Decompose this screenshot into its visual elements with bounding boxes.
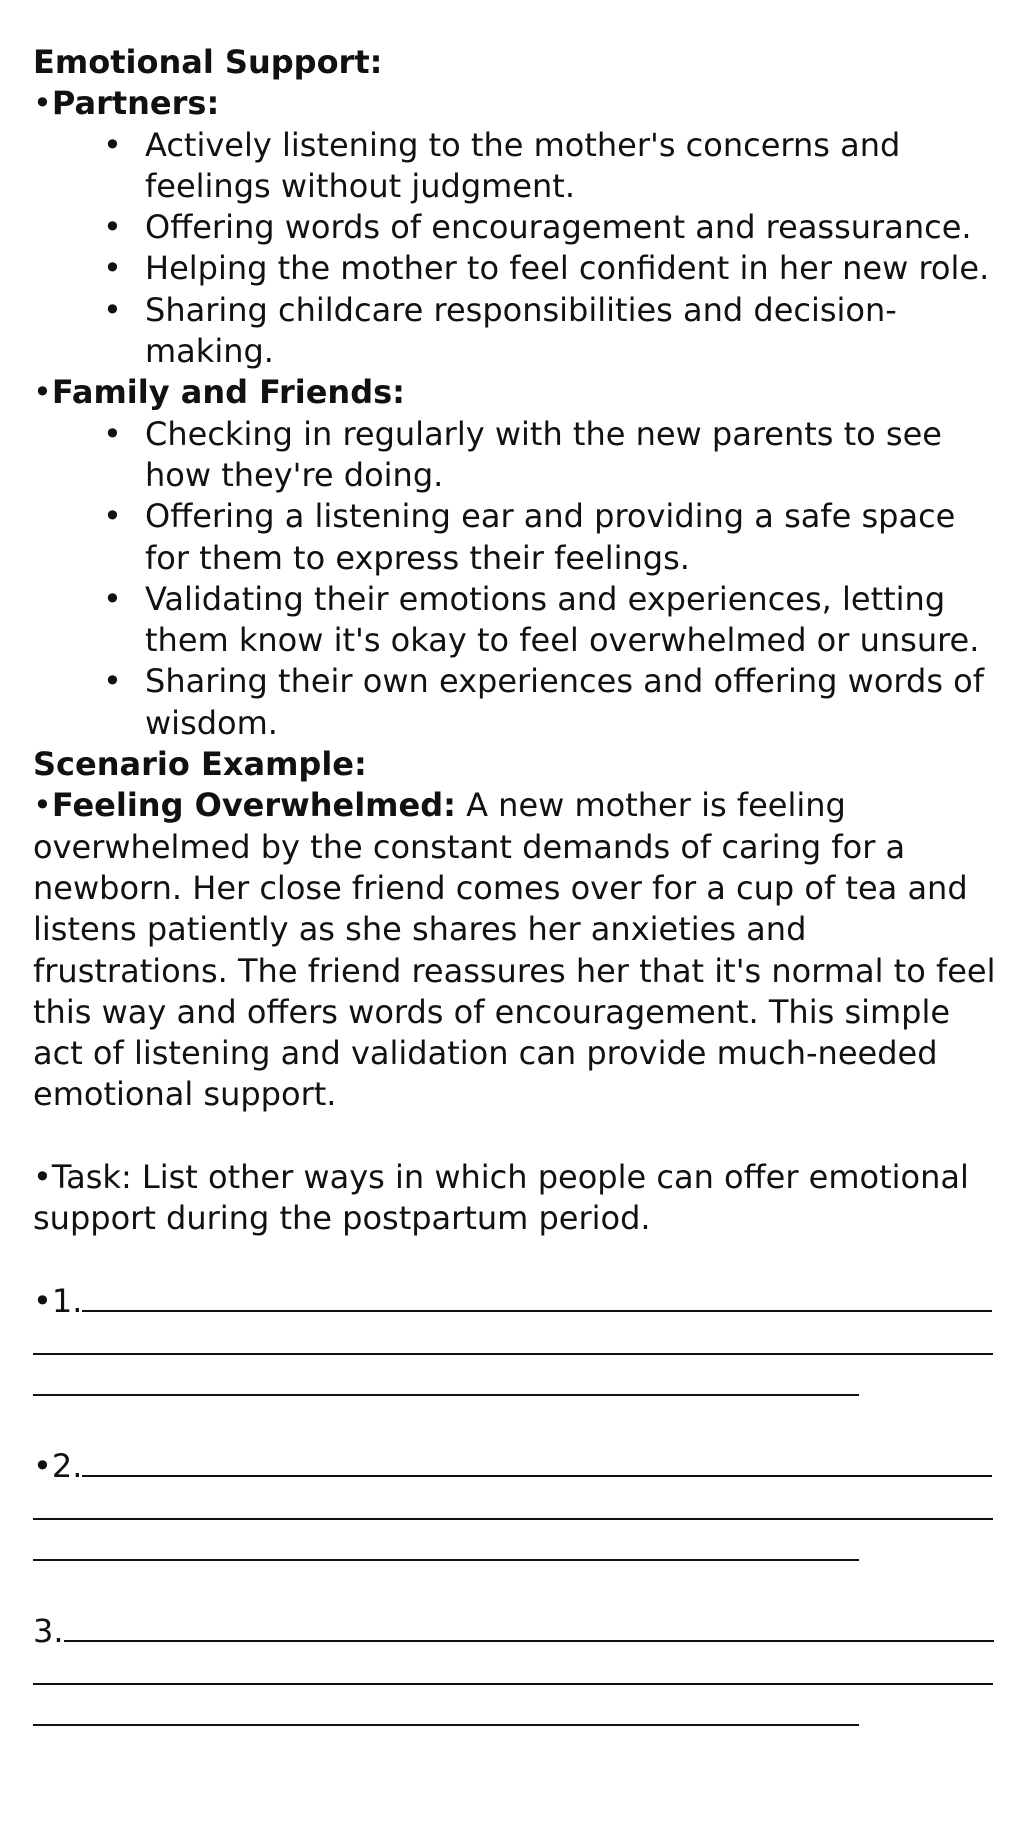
answer-prefix: •: [33, 1447, 52, 1486]
list-item-text: Sharing their own experiences and offering words of wisdom.: [145, 662, 984, 742]
list-item: [33, 579, 1003, 662]
task-text: Task: List other ways in which people can offer emotional support during the postpartum period.: [33, 1158, 969, 1238]
list-item: [33, 248, 1003, 289]
answer-blank-line[interactable]: [64, 1639, 994, 1642]
spacer: [33, 1240, 1003, 1281]
group-label-family-friends: [33, 372, 1003, 413]
scenario-text: A new mother is feeling overwhelmed by the constant demands of caring for a newborn. Her close friend comes over for a cup of tea and listens patiently as she shares her anxieties and frustrations. The friend reassures her that it's normal to feel this way and offers words of encouragement. This simple act of listening and validation can provide much-needed emotional support.: [33, 786, 996, 1114]
answer-line[interactable]: [33, 1364, 1003, 1405]
answer-first-line: [33, 1446, 1003, 1487]
list-item-text: Actively listening to the mother's concerns and feelings without judgment.: [145, 125, 901, 205]
bullet-glyph: •: [103, 662, 122, 701]
bullet-glyph: •: [33, 1158, 52, 1197]
list-item: [33, 496, 1003, 579]
partners-list: [33, 125, 1003, 373]
task-paragraph: [33, 1157, 1003, 1240]
bullet-glyph: •: [33, 373, 52, 412]
bullet-glyph: •: [103, 497, 122, 536]
answer-block-1: [33, 1281, 1003, 1405]
answer-blank-line[interactable]: [82, 1474, 992, 1477]
list-item-text: Helping the mother to feel confident in her new role.: [145, 249, 990, 288]
bullet-glyph: •: [33, 84, 52, 123]
answer-blank-line[interactable]: [82, 1309, 992, 1312]
scenario-heading: Scenario Example:: [33, 745, 367, 784]
bullet-glyph: •: [103, 249, 122, 288]
section-heading: Emotional Support:: [33, 43, 383, 81]
answer-block-2: [33, 1446, 1003, 1570]
list-item: [33, 661, 1003, 744]
spacer: [33, 1116, 1003, 1157]
answer-line[interactable]: [33, 1694, 1003, 1735]
list-item: [33, 125, 1003, 208]
answer-number: 2.: [51, 1447, 83, 1486]
bullet-glyph: •: [103, 125, 122, 164]
group-label-text: Family and Friends:: [51, 373, 405, 412]
scenario-paragraph: [33, 785, 1003, 1115]
answer-number: 3.: [33, 1612, 64, 1651]
answer-first-line: [33, 1281, 1003, 1322]
group-label-partners: [33, 83, 1003, 124]
list-item-text: Offering a listening ear and providing a safe space for them to express their feelings.: [145, 497, 956, 577]
list-item-text: Sharing childcare responsibilities and decision-making.: [145, 290, 897, 371]
worksheet-page: [33, 42, 1003, 1735]
answer-number: 1.: [51, 1281, 83, 1320]
list-item-text: Offering words of encouragement and reassurance.: [145, 208, 972, 247]
answer-line[interactable]: [33, 1487, 1003, 1528]
list-item: [33, 290, 1003, 373]
answer-first-line: [33, 1611, 1003, 1652]
list-item: [33, 414, 1003, 497]
family-friends-list: [33, 414, 1003, 744]
bullet-glyph: •: [103, 208, 122, 247]
bullet-glyph: •: [103, 579, 122, 618]
list-item: [33, 207, 1003, 248]
answer-line[interactable]: [33, 1653, 1003, 1694]
spacer: [33, 1570, 1003, 1611]
scenario-label: Feeling Overwhelmed:: [51, 786, 456, 825]
list-item-text: Validating their emotions and experiences, letting them know it's okay to feel overwhelmed or unsure.: [145, 579, 980, 660]
group-label-text: Partners:: [51, 84, 220, 123]
list-item-text: Checking in regularly with the new parents to see how they're doing.: [145, 414, 942, 494]
bullet-glyph: •: [103, 414, 122, 453]
answer-prefix: •: [33, 1281, 52, 1320]
bullet-glyph: •: [33, 786, 52, 825]
spacer: [33, 1405, 1003, 1446]
bullet-glyph: •: [103, 290, 122, 329]
answer-line[interactable]: [33, 1529, 1003, 1570]
answer-line[interactable]: [33, 1322, 1003, 1363]
answer-block-3: [33, 1611, 1003, 1735]
